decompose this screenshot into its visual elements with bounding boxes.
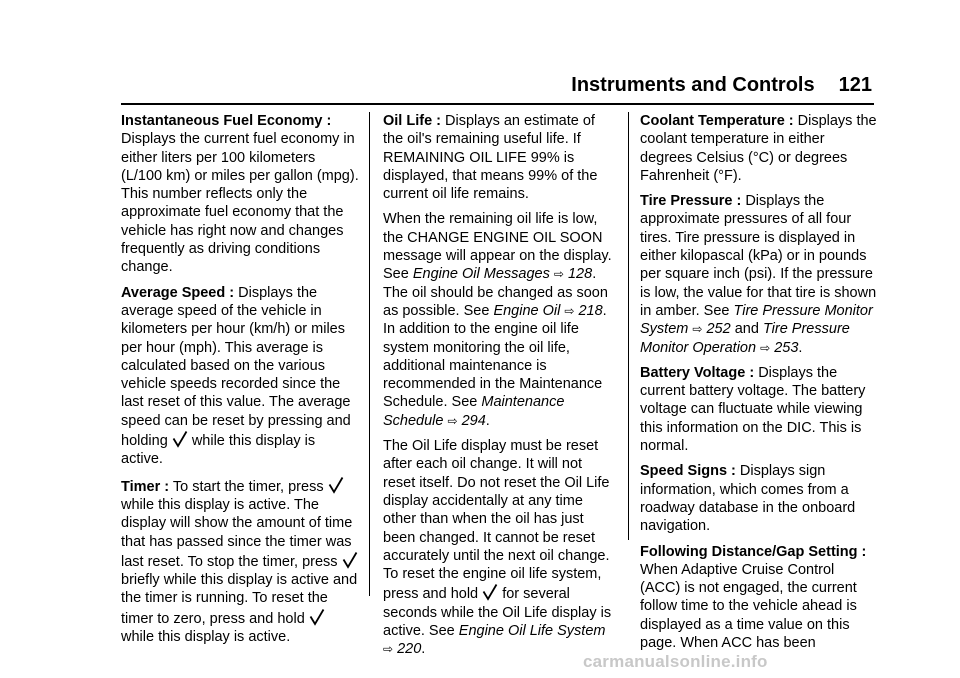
cross-reference-link[interactable]: Tire Pressure Monitor System (640, 302, 873, 338)
term-body: briefly while this display is active and the timer is running. To reset the timer to zero, press and hold (121, 572, 358, 627)
body-text: for several seconds while the Oil Life display is active. See (383, 586, 612, 640)
column-divider-2 (628, 112, 629, 540)
body-text: The oil should be changed as soon as possible. See (383, 284, 608, 319)
cross-reference-link[interactable]: Engine Oil (493, 302, 561, 319)
term-body: Displays the coolant temperature in either degrees Celsius (°C) or degrees Fahrenheit (°F). (640, 113, 877, 184)
column-1 (121, 112, 359, 653)
term-title: Speed Signs : (640, 463, 736, 480)
page-reference[interactable]: 128 (567, 266, 593, 283)
check-icon (172, 430, 188, 448)
column-2 (383, 112, 613, 666)
check-icon (482, 583, 498, 601)
page-ref-arrow-icon: ⇨ (383, 642, 394, 657)
term-body: To start the timer, press (172, 478, 324, 495)
tire-pressure-paragraph: Tire Pressure : Displays the approximate pressures of all four tires. Tire pressure is displayed in either kilopascal (kPa) or in pounds per square inch (psi). If the pressure is low, the value for that tire is shown in amber. See Tire Pressure Monitor System ⇨ 252 and Tire Pressure Monitor Operation ⇨ 253. (640, 193, 877, 356)
page-ref-arrow-icon: ⇨ (447, 413, 458, 428)
term-title: Average Speed : (121, 284, 235, 301)
term-title: Battery Voltage : (640, 364, 755, 381)
instant-fuel-economy-paragraph (121, 112, 359, 277)
following-distance-paragraph (640, 543, 878, 653)
term-body: Displays the average speed of the vehicle in kilometers per hour (km/h) or miles per hour (mph). This average is calculated based on the various vehicle speeds recorded since the last reset of this value. The average speed can be reset by pressing and holding (121, 284, 351, 450)
cross-reference-link[interactable]: Engine Oil Life System (458, 623, 606, 640)
term-title: Timer : (121, 478, 170, 495)
page-ref-arrow-icon: ⇨ (692, 322, 703, 337)
term-body: while this display is active. The display will show the amount of time that has passed since the timer was last reset. To stop the timer, press (121, 496, 353, 570)
term-body: Displays an estimate of the oil's remaining useful life. If REMAINING OIL LIFE 99% is displayed, that means 99% of the current oil life remains. (383, 113, 598, 203)
oil-life-paragraph (383, 112, 613, 203)
term-body: When Adaptive Cruise Control (ACC) is not engaged, the current follow time to the vehicle ahead is displayed as a time value on this page. When ACC has been (640, 561, 857, 652)
page-ref-arrow-icon: ⇨ (760, 340, 771, 355)
term-body: Displays the current fuel economy in either liters per 100 kilometers (L/100 km) or miles per gallon (mpg). This number reflects only the approximate fuel economy that the vehicle has right now and changes frequently as driving conditions change. (121, 131, 359, 276)
section-title: Instruments and Controls (571, 74, 815, 96)
cross-reference-link[interactable]: Engine Oil Messages (412, 266, 550, 283)
check-icon (328, 476, 344, 494)
term-title: Tire Pressure : (640, 193, 742, 210)
body-text: In addition to the engine oil life system monitoring the oil life, additional maintenance is recommended in the Maintenance Schedule. See (383, 321, 603, 411)
page-reference[interactable]: 253 (774, 339, 799, 356)
body-text: The Oil Life display must be reset after each oil change. It will not reset itself. Do not reset the Oil Life display accidentally at any time other than when the oil has just been changed. It cannot be reset accurately until the next oil change. To reset the engine oil life system, press and hold (383, 438, 610, 603)
term-title: Following Distance/Gap Setting : (640, 543, 867, 560)
page-reference[interactable]: 252 (706, 321, 731, 338)
page-reference[interactable]: 220 (397, 641, 422, 658)
term-title: Instantaneous Fuel Economy : (121, 113, 332, 129)
term-title: Coolant Temperature : (640, 113, 794, 129)
oil-low-paragraph: When the remaining oil life is low, the CHANGE ENGINE OIL SOON message will appear on the display. See Engine Oil Messages ⇨ 128. The oil should be changed as soon as possible. See Engine Oil ⇨ 218. In addition to the engine oil life system monitoring the oil life, additional maintenance is recommended in the Maintenance Schedule. See Maintenance Schedule ⇨ 294. (383, 211, 612, 429)
average-speed-paragraph (121, 284, 359, 469)
term-title: Oil Life : (383, 113, 441, 129)
term-body: while this display is active. (121, 433, 316, 468)
term-body: Displays sign information, which comes from a roadway database in the onboard navigation. (640, 463, 856, 535)
timer-paragraph (121, 476, 359, 647)
column-divider-1 (369, 112, 370, 596)
check-icon (309, 608, 325, 626)
page-header (571, 74, 872, 97)
term-body: Displays the approximate pressures of all four tires. Tire pressure is displayed in either kilopascal (kPa) or in pounds per square inch (psi). If the pressure is low, the value for that tire is shown in amber. See (640, 193, 877, 319)
cross-reference-link[interactable]: Tire Pressure Monitor Operation (640, 321, 850, 356)
cross-reference-link[interactable]: Maintenance Schedule (383, 394, 565, 429)
column-3 (640, 112, 878, 659)
page-reference[interactable]: 218 (578, 302, 603, 319)
term-body: while this display is active. (121, 629, 291, 646)
page-ref-arrow-icon: ⇨ (553, 267, 564, 282)
page-number: 121 (838, 74, 872, 96)
speed-signs-paragraph (640, 462, 878, 535)
watermark: carmanualsonline.info (583, 652, 768, 671)
check-icon (342, 551, 358, 569)
battery-voltage-paragraph (640, 364, 878, 455)
header-rule (121, 103, 874, 105)
term-body: Displays the current battery voltage. The battery voltage can fluctuate while viewing this information on the DIC. This is normal. (640, 364, 866, 455)
body-text: When the remaining oil life is low, the CHANGE ENGINE OIL SOON message will appear on the display. See (383, 211, 612, 283)
body-text: and (734, 321, 759, 338)
page-reference[interactable]: 294 (461, 412, 486, 429)
oil-reset-paragraph: The Oil Life display must be reset after each oil change. It will not reset itself. Do not reset the Oil Life display accidentally at any time other than when the oil has just been changed. It cannot be reset accurately until the next oil change. To reset the engine oil life system, press and hold for several seconds while the Oil Life display is active. See Engine Oil Life System ⇨ 220. (383, 438, 612, 658)
coolant-temperature-paragraph (640, 112, 878, 185)
page-ref-arrow-icon: ⇨ (564, 303, 575, 318)
